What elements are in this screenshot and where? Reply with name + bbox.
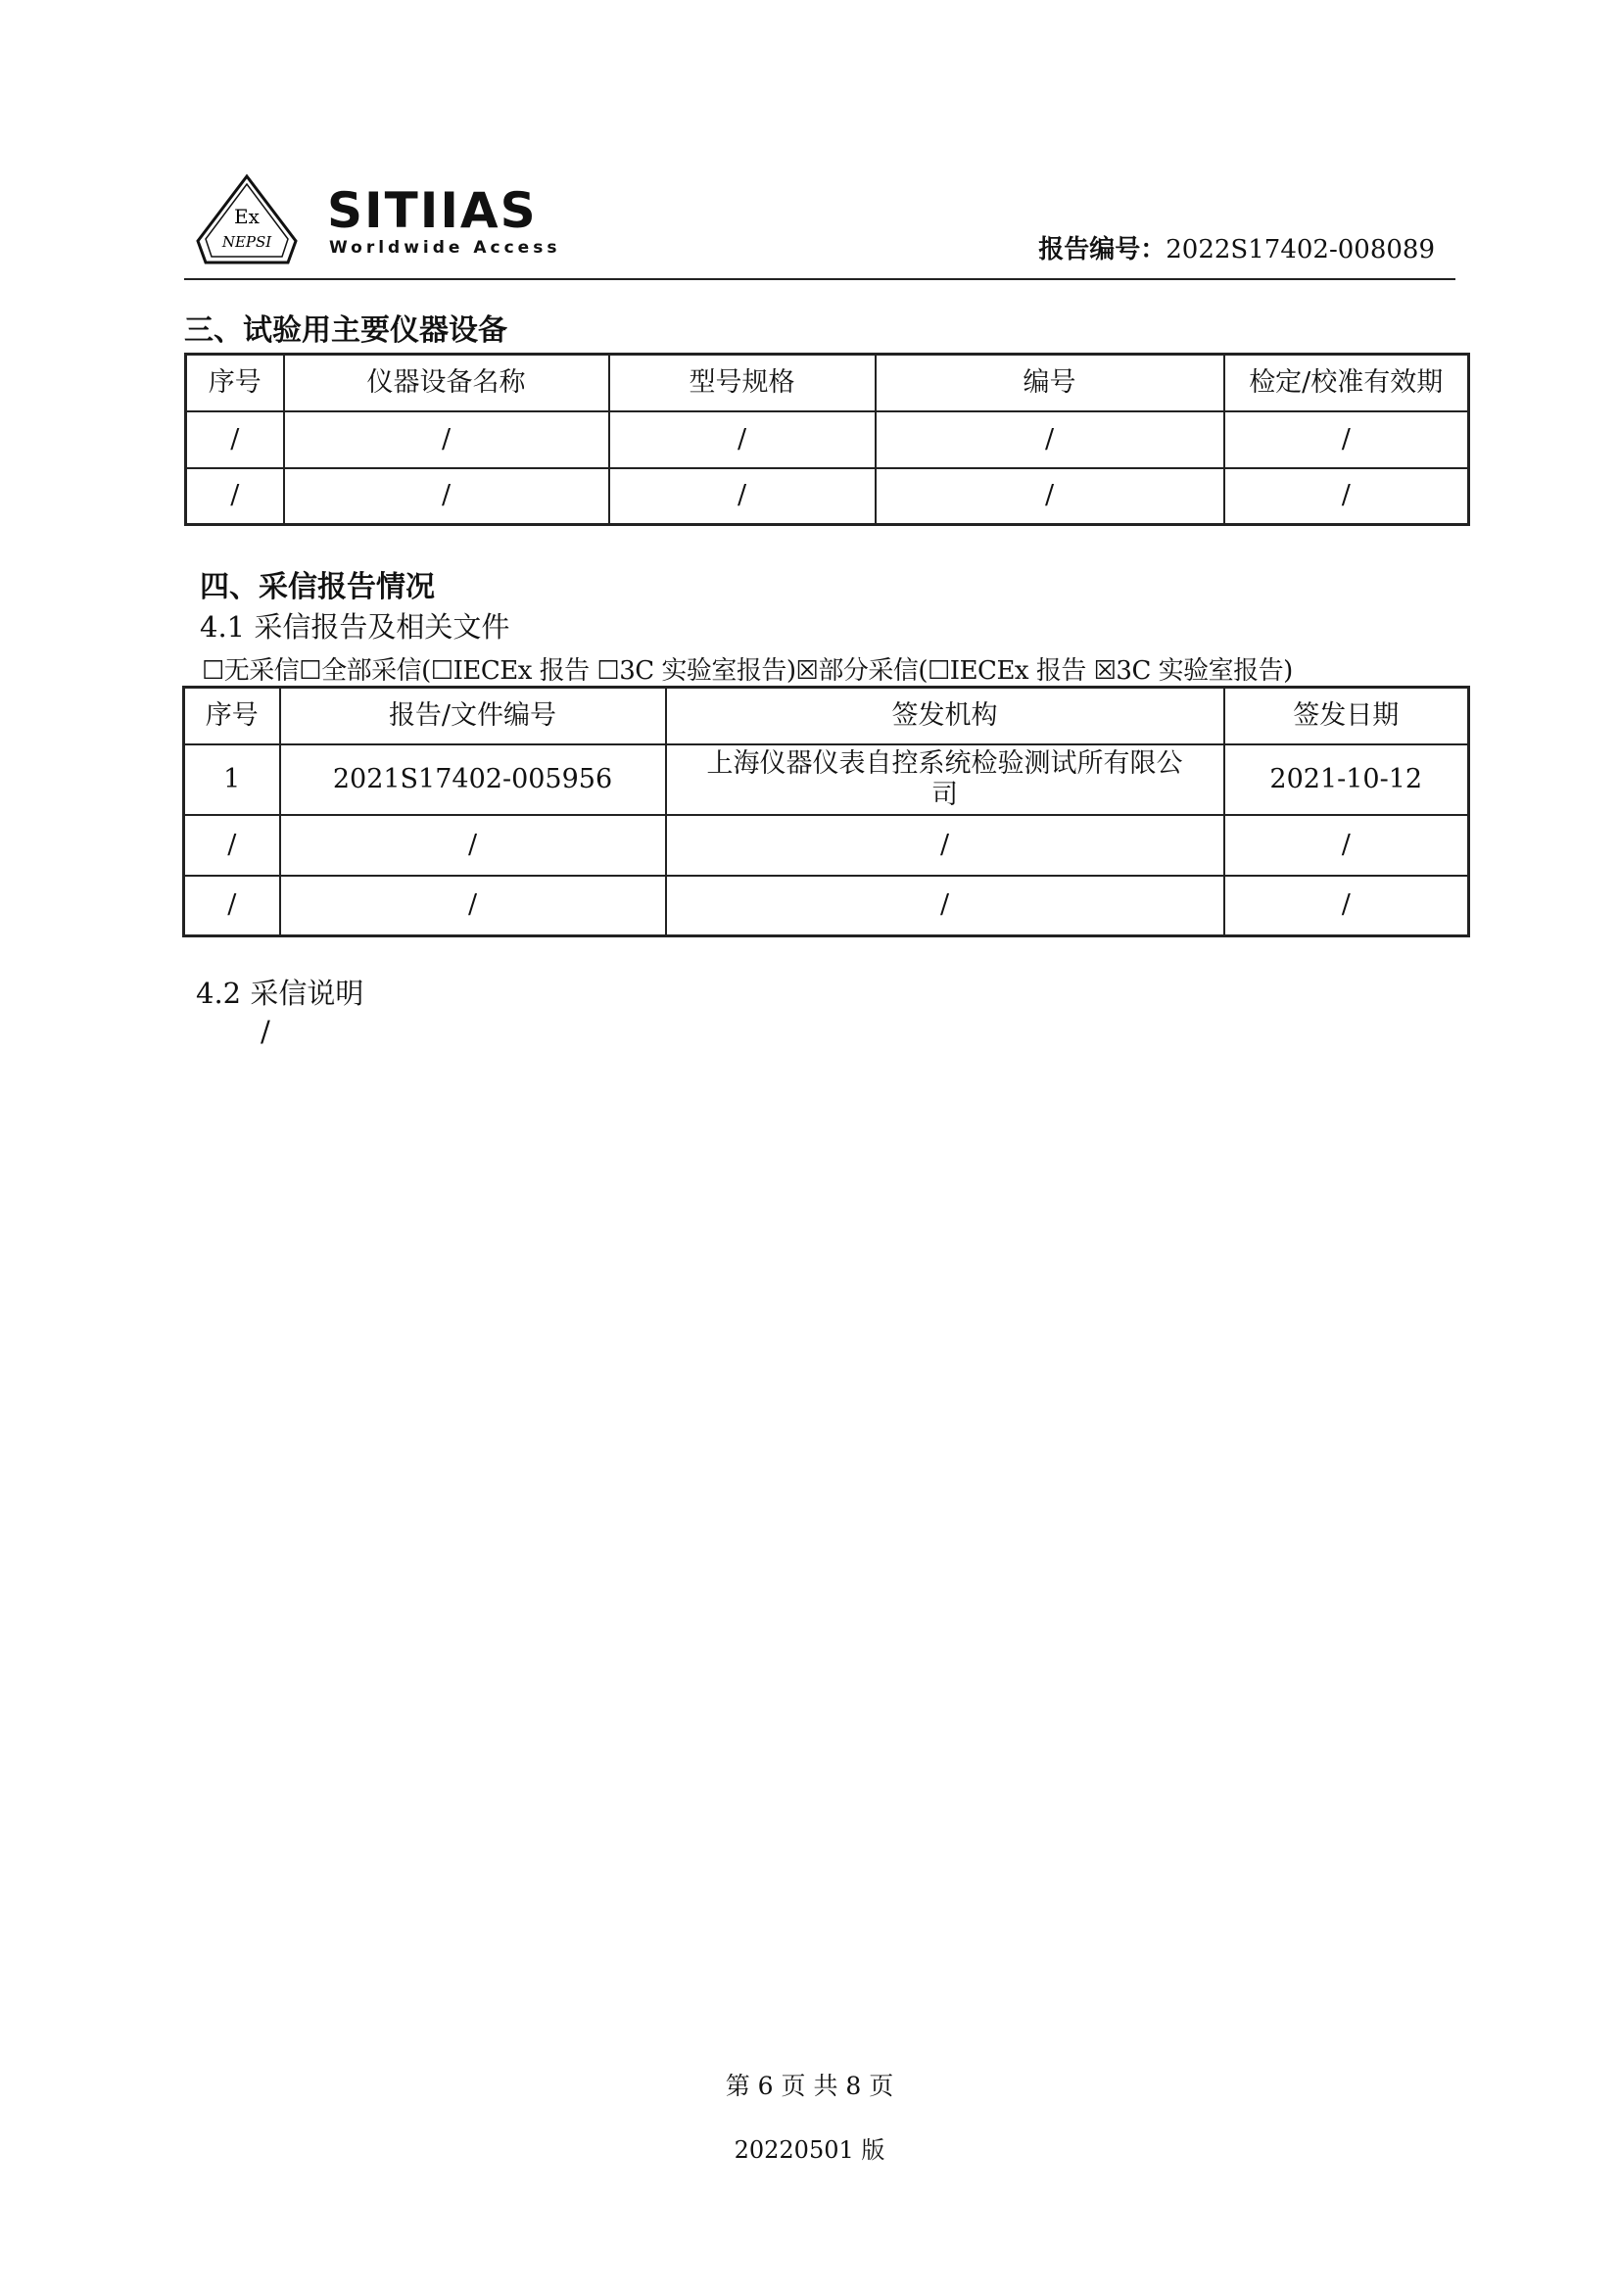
table-row [184,744,1469,815]
table-cell: / [184,815,280,876]
adopted-report-table [182,686,1470,937]
section4-1-title: 4.1 采信报告及相关文件 [200,610,510,644]
column-header: 签发日期 [1224,688,1469,744]
table-row [186,468,1469,525]
column-header: 型号规格 [609,355,876,411]
table-cell: / [1224,411,1469,468]
table-cell: 1 [184,744,280,815]
table-cell: / [609,468,876,525]
table-cell: / [1224,815,1469,876]
column-header: 检定/校准有效期 [1224,355,1469,411]
report-number-label: 报告编号： [1038,235,1167,264]
section4-title: 四、采信报告情况 [200,570,435,604]
table-cell: / [280,815,666,876]
table-row [184,815,1469,876]
company-logo-name: SITIIAS [327,182,538,239]
column-header: 序号 [186,355,284,411]
company-logo-tagline: Worldwide Access [329,238,561,258]
column-header: 签发机构 [666,688,1224,744]
section4-2-body: / [261,1015,270,1048]
table-cell: / [284,468,609,525]
table-cell: 上海仪器仪表自控系统检验测试所有限公司 [666,744,1224,815]
table-cell: 2021-10-12 [1224,744,1469,815]
table-cell: / [666,815,1224,876]
section4-2-title: 4.2 采信说明 [196,977,364,1010]
section3-title: 三、试验用主要仪器设备 [184,313,507,348]
table-row [184,876,1469,936]
column-header: 仪器设备名称 [284,355,609,411]
table-cell: 2021S17402-005956 [280,744,666,815]
emblem-top-text: Ex [234,205,260,228]
report-number [1038,229,1435,265]
table-cell: / [280,876,666,936]
table-cell: / [666,876,1224,936]
table-cell: / [186,468,284,525]
column-header: 编号 [876,355,1224,411]
column-header: 报告/文件编号 [280,688,666,744]
table-cell: / [186,411,284,468]
nepsi-emblem-icon [194,172,300,266]
table-cell: / [184,876,280,936]
column-header: 序号 [184,688,280,744]
table-cell: / [609,411,876,468]
table-cell: / [284,411,609,468]
report-number-value: 2022S17402-008089 [1166,235,1435,264]
table-header-row [186,355,1469,411]
table-header-row [184,688,1469,744]
version-label: 20220501 版 [734,2136,885,2164]
table-cell: / [876,411,1224,468]
header-divider [184,278,1455,280]
emblem-bottom-text: NEPSI [221,233,272,251]
table-row [186,411,1469,468]
adoption-options-line: ☐无采信☐全部采信(☐IECEx 报告 ☐3C 实验室报告)☒部分采信(☐IECEx 报告 ☒3C 实验室报告) [202,656,1293,686]
table-cell: / [876,468,1224,525]
table-cell: / [1224,468,1469,525]
page-number: 第 6 页 共 8 页 [725,2072,894,2100]
table-cell: / [1224,876,1469,936]
instrument-table [184,353,1470,526]
